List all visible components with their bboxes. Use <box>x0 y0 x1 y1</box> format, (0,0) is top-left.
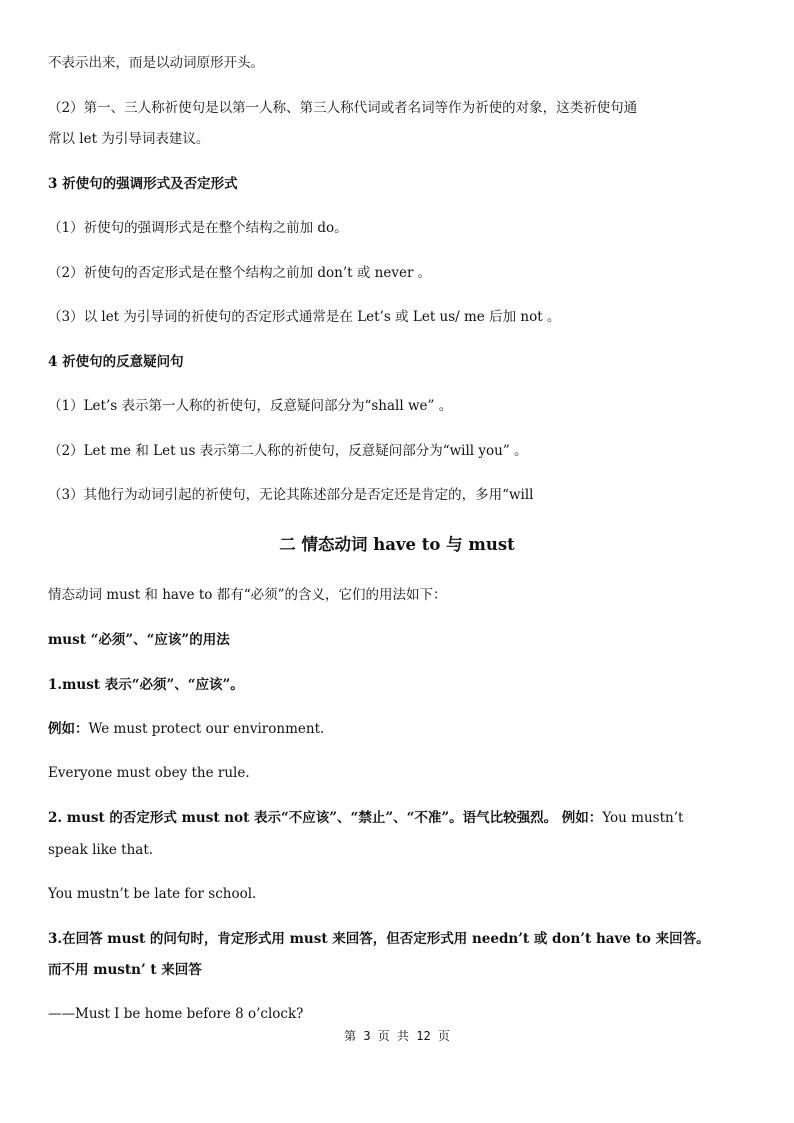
paragraph-line: （3）以 let 为引导词的祈使句的否定形式通常是在 Let’s 或 Let us/ me 后加 not 。 <box>48 309 561 325</box>
subsection-heading: 1.must 表示“必须”、“应该”。 <box>48 677 244 693</box>
paragraph-line: speak like that. <box>48 842 154 858</box>
paragraph-line: （2）祈使句的否定形式是在整个结构之前加 don’t 或 never 。 <box>48 265 432 281</box>
page-number: 第 3 页 共 12 页 <box>344 1029 450 1043</box>
subsection-heading: must “必须”、“应该”的用法 <box>48 632 230 648</box>
bold-rule-text: 2. must 的否定形式 must not 表示“不应该”、“禁止”、“不准”。语气比较强烈。 例如： <box>48 810 603 826</box>
rule-line: 3.在回答 must 的问句时，肯定形式用 must 来回答，但否定形式用 needn’t 或 don’t have to 来回答。 <box>48 931 710 947</box>
paragraph-line: （1）Let’s 表示第一人称的祈使句，反意疑问部分为“shall we” 。 <box>48 398 453 414</box>
paragraph-line: 情态动词 must 和 have to 都有“必须”的含义，它们的用法如下： <box>48 587 447 603</box>
paragraph-line: （3）其他行为动词引起的祈使句，无论其陈述部分是否定还是肯定的，多用“will <box>48 487 534 503</box>
example-line <box>48 719 758 739</box>
section-heading: 4 祈使句的反意疑问句 <box>48 354 184 370</box>
section-heading: 3 祈使句的强调形式及否定形式 <box>48 176 238 192</box>
example-sentence: We must protect our environment. <box>88 721 325 737</box>
paragraph-line: 常以 let 为引导词表建议。 <box>48 131 210 147</box>
paragraph-line: （2）Let me 和 Let us 表示第二人称的祈使句，反意疑问部分为“will you” 。 <box>48 443 528 459</box>
example-label: 例如： <box>48 721 89 737</box>
example-line: You mustn’t be late for school. <box>48 886 257 902</box>
example-sentence: You mustn’t <box>602 810 684 826</box>
paragraph-line: （2）第一、三人称祈使句是以第一人称、第三人称代词或者名词等作为祈使的对象，这类祈使句通 <box>48 100 638 116</box>
page-title: 二 情态动词 have to 与 must <box>279 535 515 554</box>
example-line: Everyone must obey the rule. <box>48 765 250 781</box>
paragraph-line <box>48 808 758 828</box>
paragraph-line: 不表示出来，而是以动词原形开头。 <box>48 55 264 71</box>
dialogue-line: ——Must I be home before 8 o’clock? <box>48 1006 304 1022</box>
paragraph-line: （1）祈使句的强调形式是在整个结构之前加 do。 <box>48 220 348 236</box>
rule-line: 而不用 mustn’ t 来回答 <box>48 962 202 978</box>
